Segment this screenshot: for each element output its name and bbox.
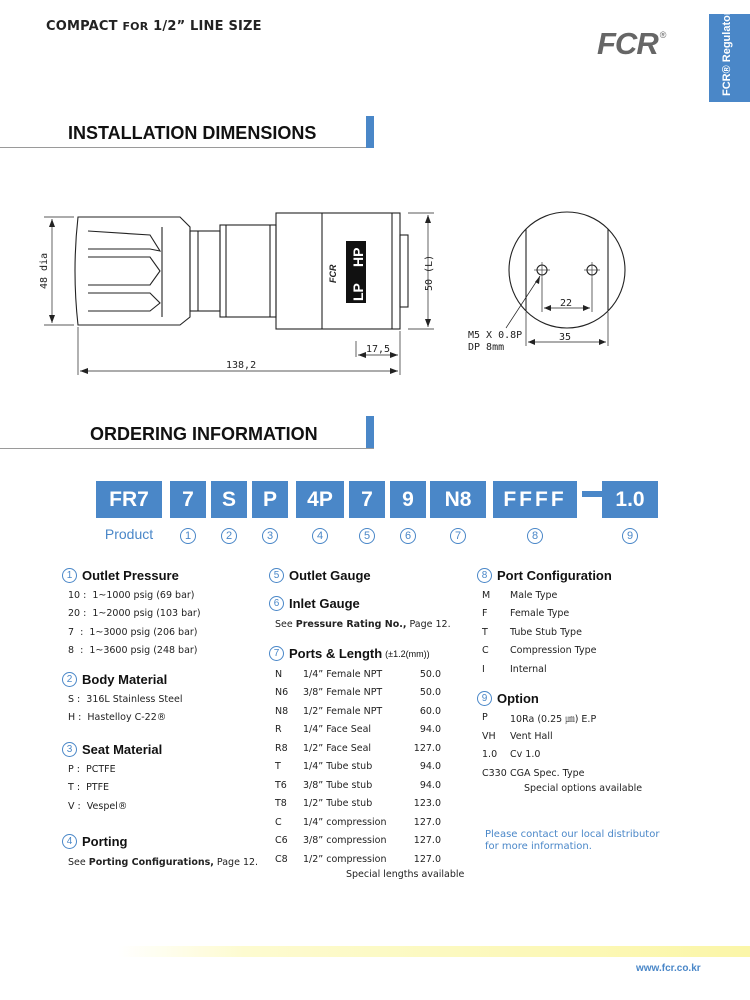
option-heading: 9 Option [477, 691, 707, 706]
table-row [482, 605, 707, 624]
option-table [482, 709, 707, 783]
table-cell-desc: 1/2” Female NPT [303, 705, 383, 717]
port-config-heading: 8 Port Configuration [477, 568, 707, 583]
table-cell-len: 127.0 [413, 816, 441, 828]
code-box-7: N8 [430, 481, 486, 518]
installation-rule [0, 147, 374, 148]
dim-thread-depth: DP 8mm [468, 342, 505, 353]
code-label-7: 7 [430, 526, 486, 544]
code-label-9: 9 [602, 526, 658, 544]
code-label-8: 8 [493, 526, 577, 544]
list-item: T : PTFE [68, 782, 110, 794]
code-box-1: 7 [170, 481, 206, 518]
regulator-side-view-drawing [30, 205, 450, 385]
dim-overall-length: 138,2 [226, 360, 257, 371]
code-box-3: P [252, 481, 288, 518]
table-cell-desc: Vent Hall [510, 730, 553, 742]
table-cell-code: R8 [275, 742, 288, 754]
code-label-4: 4 [296, 526, 344, 544]
table-cell-code: C330 [482, 767, 507, 779]
table-row [275, 832, 469, 851]
table-row [482, 623, 707, 642]
table-row [275, 684, 469, 703]
table-row [482, 660, 707, 679]
list-item: V : Vespel® [68, 800, 128, 812]
table-cell-len: 123.0 [413, 798, 441, 810]
table-cell-desc: Cv 1.0 [510, 749, 541, 761]
table-cell-code: C8 [275, 853, 288, 865]
porting-heading: 4 Porting [62, 834, 262, 849]
table-row [482, 586, 707, 605]
contact-note: Please contact our local distributor for more information. [485, 829, 660, 852]
table-cell-desc: 1/4” compression [303, 816, 387, 828]
table-row [482, 727, 707, 746]
ports-length-table [275, 665, 469, 869]
table-cell-code: R [275, 724, 282, 736]
table-row [275, 739, 469, 758]
table-row [275, 758, 469, 777]
table-cell-code: M [482, 589, 491, 601]
table-row [275, 665, 469, 684]
port-config-table [482, 586, 707, 679]
list-item: S : 316L Stainless Steel [68, 693, 183, 705]
table-cell-len: 94.0 [419, 779, 441, 791]
table-cell-desc: 10Ra (0.25 ㎛) E.P [510, 713, 597, 725]
option-note: Special options available [524, 782, 643, 794]
table-row [275, 813, 469, 832]
table-cell-code: N [275, 668, 283, 680]
table-cell-len: 50.0 [419, 687, 441, 699]
table-cell-len: 127.0 [413, 853, 441, 865]
code-box-6: 9 [390, 481, 426, 518]
table-cell-code: C6 [275, 835, 288, 847]
table-cell-len: 94.0 [419, 724, 441, 736]
code-label-6: 6 [390, 526, 426, 544]
table-cell-code: F [482, 608, 488, 620]
website-url[interactable]: www.fcr.co.kr [636, 963, 701, 974]
side-tab [709, 4, 750, 102]
table-cell-desc: 1/4” Face Seal [303, 724, 372, 736]
table-cell-desc: 3/8” Female NPT [303, 687, 383, 699]
list-item: 8 : 1~3600 psig (248 bar) [68, 645, 198, 657]
table-cell-code: C [275, 816, 282, 828]
list-item: 7 : 1~3000 psig (206 bar) [68, 626, 198, 638]
outlet-pressure-heading: 1 Outlet Pressure [62, 568, 262, 583]
code-box-2: S [211, 481, 247, 518]
inlet-gauge-note: See Pressure Rating No., Page 12. [275, 619, 451, 630]
table-cell-len: 127.0 [413, 835, 441, 847]
table-row [275, 776, 469, 795]
table-cell-desc: CGA Spec. Type [510, 767, 585, 779]
ordering-title: ORDERING INFORMATION [90, 424, 318, 444]
page-header-title: COMPACT FOR 1/2” LINE SIZE [46, 19, 262, 34]
footer-band [118, 946, 750, 957]
table-cell-desc: 1/4” Female NPT [303, 668, 383, 680]
ordering-rule [0, 448, 374, 449]
list-item: 10 : 1~1000 psig (69 bar) [68, 589, 195, 601]
table-cell-desc: Female Type [510, 608, 570, 620]
body-material-heading: 2 Body Material [62, 672, 262, 687]
list-item: P : PCTFE [68, 763, 116, 775]
side-tab-label: FCR® Regulators [721, 4, 733, 96]
code-box-9: 1.0 [602, 481, 658, 518]
table-row [482, 642, 707, 661]
code-label-1: 1 [170, 526, 206, 544]
dim-diameter: 48 dia [39, 252, 50, 289]
porting-note: See Porting Configurations, Page 12. [68, 856, 259, 868]
ordering-accent-bar [366, 416, 374, 448]
table-cell-code: 1.0 [482, 749, 498, 761]
list-item: H : Hastelloy C-22® [68, 712, 167, 724]
body-fcr-label: FCR [328, 264, 338, 283]
code-label-2: 2 [211, 526, 247, 544]
table-cell-desc: 3/8” compression [303, 835, 387, 847]
installation-accent-bar [366, 116, 374, 148]
code-box-5: 7 [349, 481, 385, 518]
table-cell-desc: Tube Stub Type [510, 626, 582, 638]
table-cell-code: T8 [275, 798, 287, 810]
table-cell-code: I [482, 663, 485, 675]
table-row [275, 721, 469, 740]
table-cell-desc: Compression Type [510, 645, 597, 657]
table-cell-code: T [482, 626, 488, 638]
table-cell-len: 60.0 [419, 705, 441, 717]
table-cell-code: P [482, 712, 488, 724]
ports-length-note: Special lengths available [346, 868, 465, 880]
table-cell-desc: 1/4” Tube stub [303, 761, 373, 773]
outlet-gauge-heading: 5 Outlet Gauge [269, 568, 469, 583]
code-label-3: 3 [252, 526, 288, 544]
table-cell-code: T [275, 761, 281, 773]
table-cell-len: 94.0 [419, 761, 441, 773]
column-3 [477, 568, 707, 794]
dim-length: 50 (L) [424, 254, 435, 291]
table-row [275, 702, 469, 721]
table-row [482, 709, 707, 728]
hp-label: HP [350, 247, 366, 267]
code-box-8: FFFF [493, 481, 577, 518]
code-label-product: Product [104, 526, 154, 542]
table-row [482, 746, 707, 765]
column-2 [269, 568, 469, 880]
code-box-4: 4P [296, 481, 344, 518]
table-cell-desc: 3/8” Tube stub [303, 779, 373, 791]
list-item: 20 : 1~2000 psig (103 bar) [68, 608, 201, 620]
column-1 [62, 568, 262, 868]
dim-hole-spacing: 22 [560, 298, 573, 309]
table-cell-desc: Internal [510, 663, 547, 675]
code-dash [582, 491, 602, 497]
table-cell-len: 50.0 [419, 668, 441, 680]
table-row [275, 850, 469, 869]
table-row [275, 795, 469, 814]
table-cell-desc: Male Type [510, 589, 558, 601]
regulator-end-view-drawing [460, 200, 650, 360]
table-cell-code: C [482, 645, 489, 657]
table-cell-code: VH [482, 730, 496, 742]
inlet-gauge-heading: 6 Inlet Gauge [269, 596, 469, 611]
dim-width: 35 [559, 332, 572, 343]
table-cell-desc: 1/2” compression [303, 853, 387, 865]
table-cell-desc: 1/2” Tube stub [303, 798, 373, 810]
ports-length-heading: 7 Ports & Length (±1.2(mm)) [269, 646, 469, 661]
table-cell-code: N6 [275, 687, 289, 699]
lp-label: LP [350, 283, 366, 301]
dim-thread: M5 X 0.8P [468, 330, 523, 341]
dim-face: 17,5 [366, 344, 391, 355]
seat-material-heading: 3 Seat Material [62, 742, 262, 757]
brand-logo: FCR ® [597, 26, 666, 61]
table-cell-code: T6 [275, 779, 287, 791]
code-box-product: FR7 [96, 481, 162, 518]
table-cell-len: 127.0 [413, 742, 441, 754]
table-cell-code: N8 [275, 705, 289, 717]
table-row [482, 764, 707, 783]
code-label-5: 5 [349, 526, 385, 544]
table-cell-desc: 1/2” Face Seal [303, 742, 372, 754]
installation-title: INSTALLATION DIMENSIONS [68, 123, 317, 143]
